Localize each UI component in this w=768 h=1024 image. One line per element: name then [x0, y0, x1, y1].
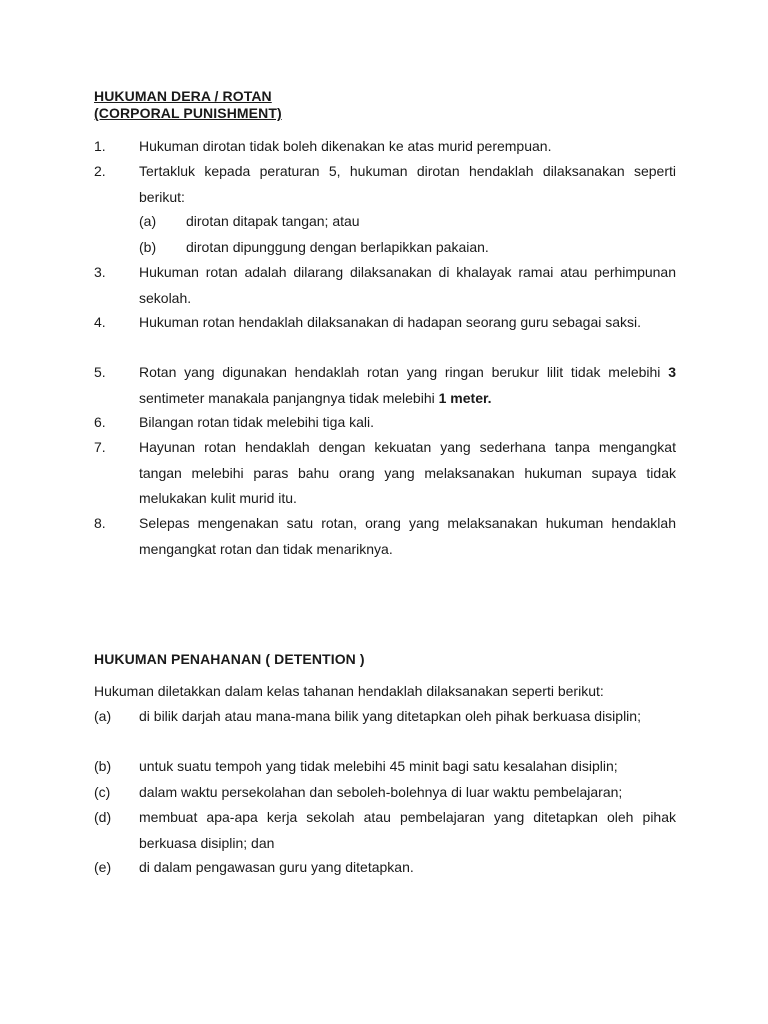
- item-number: 7.: [94, 439, 106, 455]
- item-number: 1.: [94, 138, 106, 154]
- item-text: di bilik darjah atau mana-mana bilik yang ditetapkan oleh pihak berkuasa disiplin;: [139, 708, 641, 724]
- item-text: dalam waktu persekolahan dan seboleh-bolehnya di luar waktu pembelajaran;: [139, 784, 623, 800]
- item-number: 3.: [94, 264, 106, 280]
- item-text: di dalam pengawasan guru yang ditetapkan.: [139, 859, 414, 875]
- list-item: [94, 855, 676, 881]
- sub-item-text: dirotan ditapak tangan; atau: [186, 213, 360, 229]
- list-item: [94, 134, 676, 160]
- item-text: untuk suatu tempoh yang tidak melebihi 45 minit bagi satu kesalahan disiplin;: [139, 758, 618, 774]
- item-text: Bilangan rotan tidak melebihi tiga kali.: [139, 414, 375, 430]
- item-number: (c): [94, 784, 111, 800]
- item-number: (a): [94, 708, 112, 724]
- item-number: 2.: [94, 163, 106, 179]
- list-item: [94, 410, 676, 436]
- section2-title: HUKUMAN PENAHANAN ( DETENTION ): [94, 651, 365, 667]
- item-text-line1: Rotan yang digunakan hendaklah rotan yang ringan berukur lilit tidak melebihi: [139, 364, 661, 380]
- item-number: 6.: [94, 414, 106, 430]
- list-item: [94, 159, 676, 210]
- item-text: Hukuman dirotan tidak boleh dikenakan ke atas murid perempuan.: [139, 138, 552, 154]
- sub-item-text: dirotan dipunggung dengan berlapikkan pakaian.: [186, 239, 489, 255]
- section2-intro: Hukuman diletakkan dalam kelas tahanan hendaklah dilaksanakan seperti berikut:: [94, 683, 604, 699]
- item-text: [139, 360, 676, 411]
- list-item: [94, 511, 676, 562]
- sub-item-number: (a): [139, 213, 157, 229]
- item-number: 5.: [94, 364, 106, 380]
- item-number: 8.: [94, 515, 106, 531]
- item-text-bold-value: 3: [668, 364, 676, 380]
- item-text-bold-length: 1 meter.: [438, 389, 492, 406]
- item-number: (b): [94, 758, 112, 774]
- sub-list-item: [139, 209, 676, 235]
- item-number: (d): [94, 809, 112, 825]
- list-item: [94, 704, 676, 730]
- list-item: [94, 360, 676, 411]
- item-text: membuat apa-apa kerja sekolah atau pembelajaran yang ditetapkan oleh pihak berkuasa disiplin; dan: [139, 809, 676, 851]
- list-item: [94, 435, 676, 512]
- section1-subtitle: (CORPORAL PUNISHMENT): [94, 105, 282, 121]
- item-text: Selepas mengenakan satu rotan, orang yang melaksanakan hukuman hendaklah mengangkat rotan dan tidak menariknya.: [139, 515, 676, 557]
- sub-item-number: (b): [139, 239, 157, 255]
- list-item: [94, 805, 676, 856]
- item-text: Tertakluk kepada peraturan 5, hukuman dirotan hendaklah dilaksanakan seperti berikut:: [139, 163, 676, 205]
- item-number: (e): [94, 859, 112, 875]
- section1-title: HUKUMAN DERA / ROTAN: [94, 88, 272, 104]
- list-item: [94, 310, 676, 336]
- item-text: Hayunan rotan hendaklah dengan kekuatan yang sederhana tanpa mengangkat tangan melebihi paras bahu orang yang melaksanakan hukuman supaya tidak melukakan kulit murid itu.: [139, 439, 676, 506]
- list-item: [94, 754, 676, 780]
- sub-list-item: [139, 235, 676, 261]
- list-item: [94, 260, 676, 311]
- item-text: Hukuman rotan hendaklah dilaksanakan di hadapan seorang guru sebagai saksi.: [139, 314, 642, 330]
- item-text: Hukuman rotan adalah dilarang dilaksanakan di khalayak ramai atau perhimpunan sekolah.: [139, 264, 676, 306]
- item-text-middle: sentimeter manakala panjangnya tidak melebihi: [139, 389, 439, 406]
- list-item: [94, 780, 676, 806]
- item-number: 4.: [94, 314, 106, 330]
